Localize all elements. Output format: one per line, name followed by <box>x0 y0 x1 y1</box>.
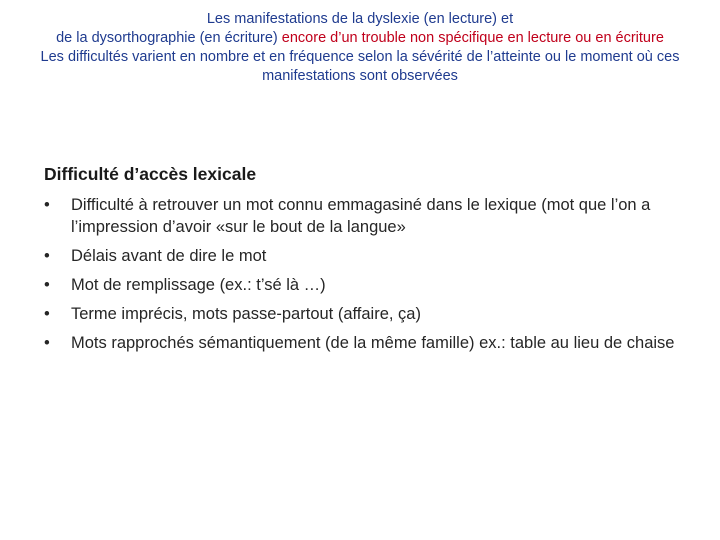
list-item-text: Mots rapprochés sémantiquement (de la même famille) ex.: table au lieu de chaise <box>71 334 675 352</box>
bullet-list <box>44 194 694 361</box>
list-item-text: Difficulté à retrouver un mot connu emmagasiné dans le lexique (mot que l’on a l’impression d’avoir «sur le bout de la langue» <box>71 196 651 236</box>
header-line-2 <box>30 29 690 48</box>
list-item-text: Délais avant de dire le mot <box>71 247 267 265</box>
bullet-icon: • <box>44 196 50 214</box>
section-title: Difficulté d’accès lexicale <box>44 164 257 184</box>
header-line-2-blue: de la dysorthographie (en écriture) <box>56 30 282 46</box>
bullet-icon: • <box>44 305 50 323</box>
header-subtitle: Les difficultés varient en nombre et en fréquence selon la sévérité de l’atteinte ou le moment où ces manifestations sont observées <box>40 49 680 84</box>
list-item <box>44 332 694 354</box>
list-item <box>44 274 694 296</box>
bullet-icon: • <box>44 276 50 294</box>
list-item <box>44 194 694 238</box>
list-item-text: Mot de remplissage (ex.: t’sé là …) <box>71 276 326 294</box>
bullet-icon: • <box>44 334 50 352</box>
list-item-text: Terme imprécis, mots passe-partout (affaire, ça) <box>71 305 421 323</box>
bullet-icon: • <box>44 247 50 265</box>
header-line-1: Les manifestations de la dyslexie (en lecture) et <box>206 11 514 27</box>
list-item <box>44 245 694 267</box>
list-item <box>44 303 694 325</box>
slide-header <box>30 10 690 86</box>
header-line-2-red: encore d’un trouble non spécifique en lecture ou en écriture <box>281 30 664 46</box>
